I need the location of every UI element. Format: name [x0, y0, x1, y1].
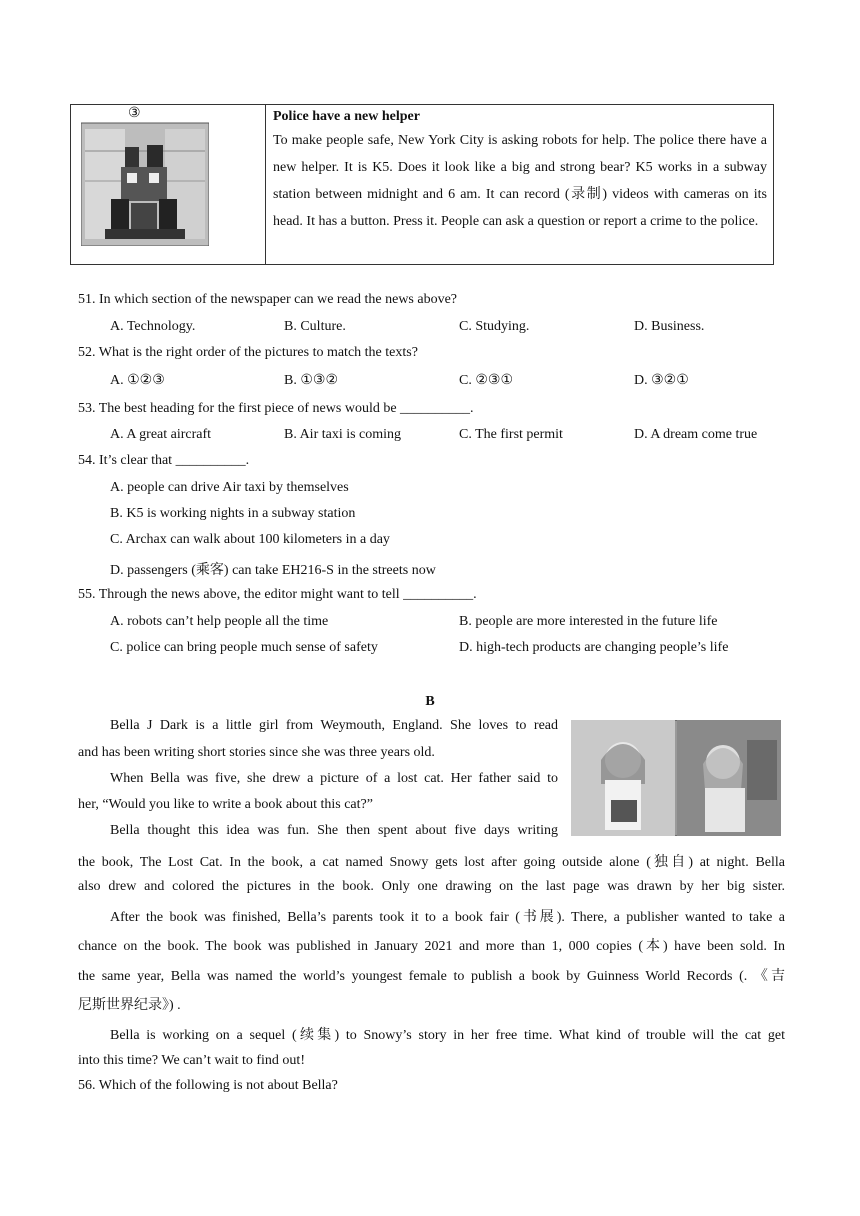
paragraph-line: into this time? We can’t wait to find out!: [78, 1053, 305, 1068]
option: C. Archax can walk about 100 kilometers in a day: [110, 532, 390, 547]
paragraph-line: the same year, Bella was named the world’s youngest female to publish a book by Guinness World Records (. 《吉: [78, 969, 785, 984]
paragraph-line: Bella is working on a sequel (续集) to Snowy’s story in her free time. What kind of trouble will the cat get: [110, 1028, 785, 1043]
question-53-stem: 53. The best heading for the first piece of news would be __________.: [78, 401, 474, 416]
paragraph-line: 尼斯世界纪录》) .: [78, 998, 181, 1013]
option: C. ②③①: [459, 373, 513, 388]
option: D. ③②①: [634, 373, 689, 388]
question-54-stem: 54. It’s clear that __________.: [78, 453, 250, 468]
paragraph-line: and has been writing short stories since she was three years old.: [78, 745, 435, 760]
girl-photo: [571, 720, 781, 836]
news-table: [70, 104, 774, 265]
question-52-stem: 52. What is the right order of the pictures to match the texts?: [78, 345, 418, 360]
question-51-stem: 51. In which section of the newspaper can we read the news above?: [78, 292, 458, 307]
option: A. A great aircraft: [110, 427, 212, 442]
paragraph-line: When Bella was five, she drew a picture of a lost cat. Her father said to: [110, 771, 558, 786]
paragraph-line: Bella thought this idea was fun. She then spent about five days writing: [110, 823, 558, 838]
option: C. police can bring people much sense of safety: [110, 640, 378, 655]
option: B. ①③②: [284, 373, 338, 388]
option: A. people can drive Air taxi by themselves: [110, 480, 349, 495]
option: C. The first permit: [459, 427, 563, 442]
paragraph-line: chance on the book. The book was published in January 2021 and more than 1, 000 copies (本) have been sold. In: [78, 939, 785, 954]
paragraph-line: the book, The Lost Cat. In the book, a cat named Snowy gets lost after going outside alone (独自) at night. Bella: [78, 855, 785, 870]
paragraph-line: Bella J Dark is a little girl from Weymouth, England. She loves to read: [110, 718, 558, 733]
paragraph-line: her, “Would you like to write a book about this cat?”: [78, 797, 373, 812]
question-55-stem: 55. Through the news above, the editor might want to tell __________.: [78, 587, 477, 602]
option: B. Air taxi is coming: [284, 427, 402, 442]
news-title: Police have a new helper: [273, 109, 420, 124]
option: A. robots can’t help people all the time: [110, 614, 329, 629]
option: B. Culture.: [284, 319, 346, 334]
option: D. A dream come true: [634, 427, 758, 442]
option: D. Business.: [634, 319, 705, 334]
option: D. passengers (乘客) can take EH216-S in the streets now: [110, 563, 436, 578]
news-text-cell: [266, 105, 773, 264]
paragraph-line: After the book was finished, Bella’s parents took it to a book fair (书展). There, a publisher wanted to take a: [110, 910, 785, 925]
news-body: To make people safe, New York City is asking robots for help. The police there have a new helper. It is K5. Does it look like a big and strong bear? K5 works in a subway station between midnight and 6 am. It can record (录制) videos with cameras on its head. It has a button. Press it. People can ask a question or report a crime to the police.: [273, 133, 767, 229]
news-image-cell: [71, 105, 266, 264]
option: B. K5 is working nights in a subway station: [110, 506, 356, 521]
question-56-stem: 56. Which of the following is not about Bella?: [78, 1078, 338, 1093]
paragraph-line: also drew and colored the pictures in the book. Only one drawing on the last page was drawn by her big sister.: [78, 879, 785, 894]
robot-photo: [81, 111, 209, 246]
option: A. ①②③: [110, 373, 165, 388]
section-heading: B: [425, 694, 435, 709]
option: D. high-tech products are changing people’s life: [459, 640, 729, 655]
option: A. Technology.: [110, 319, 196, 334]
picture-number-label: ③: [128, 106, 141, 121]
option: B. people are more interested in the future life: [459, 614, 718, 629]
option: C. Studying.: [459, 319, 530, 334]
